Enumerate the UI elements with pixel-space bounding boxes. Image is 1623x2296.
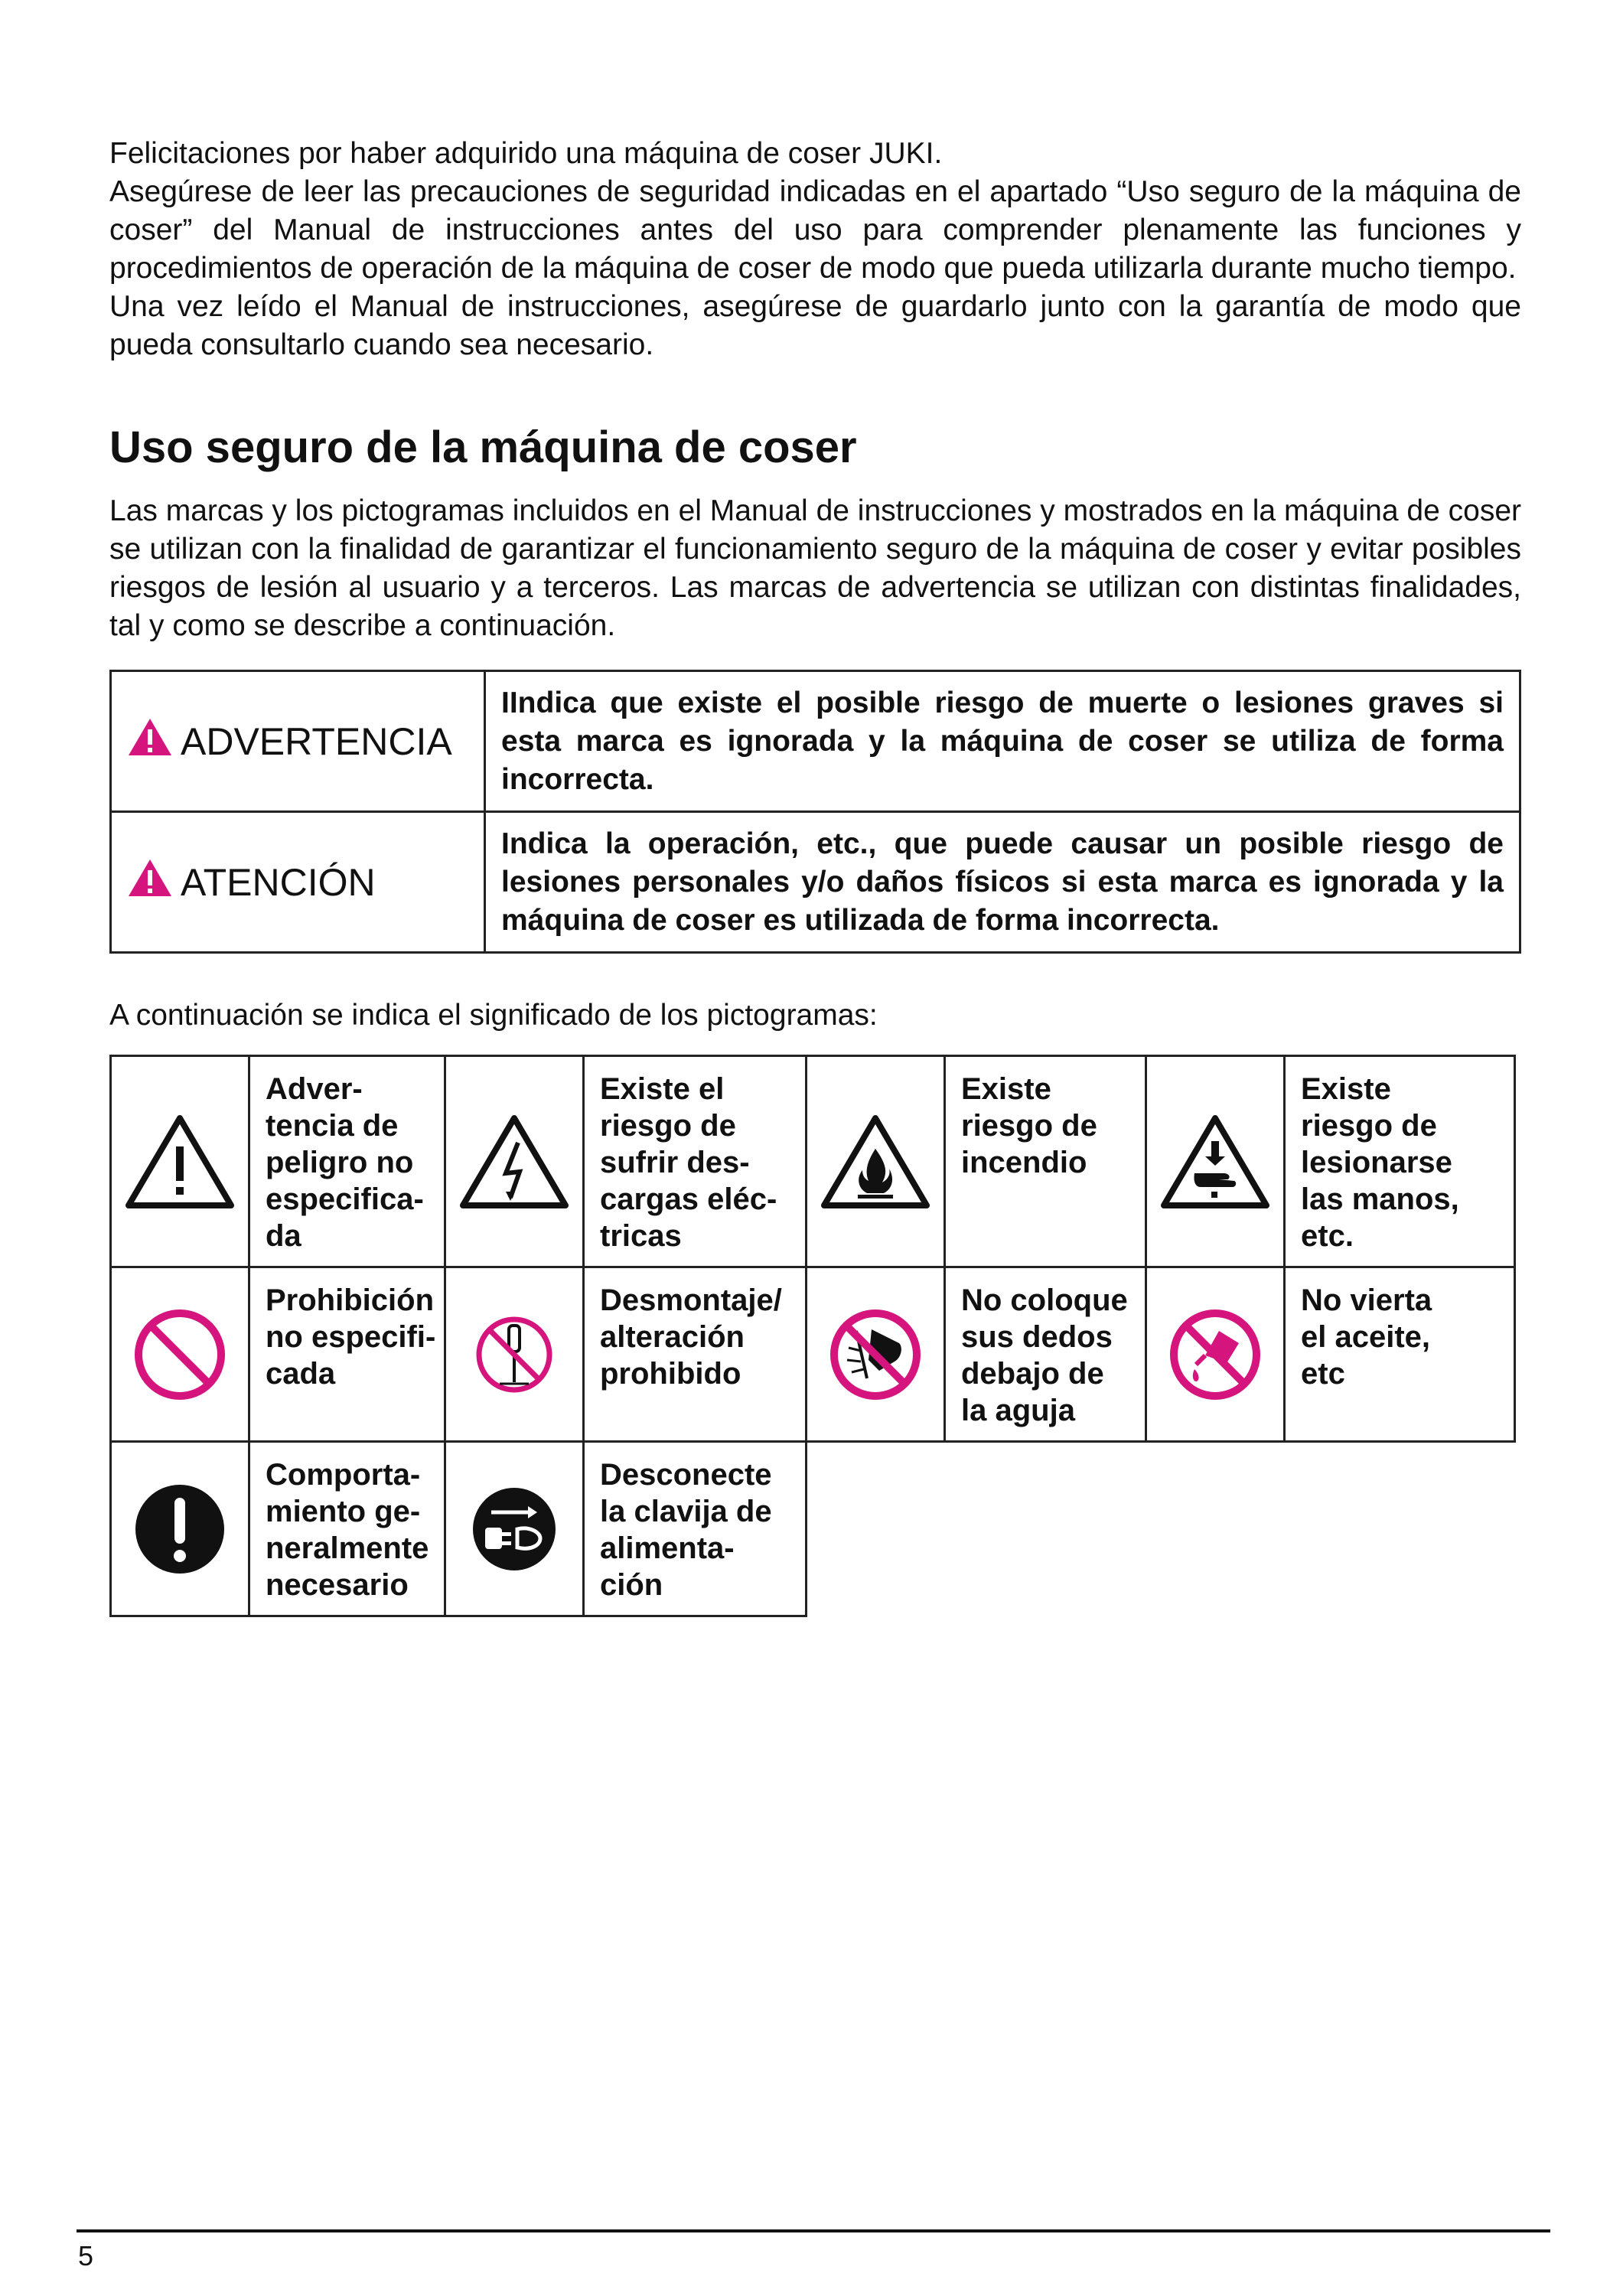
signal-word-cell bbox=[111, 671, 485, 812]
signal-word-cell bbox=[111, 812, 485, 953]
pictograms-intro: A continuación se indica el significado de los pictogramas: bbox=[109, 999, 878, 1032]
intro-paragraph-3: Una vez leído el Manual de instrucciones, asegúrese de guardarlo junto con la garantía de modo que pueda consultarlo cuando sea necesario. bbox=[109, 290, 1521, 361]
pictogram-row bbox=[111, 1442, 1515, 1616]
section-body: Las marcas y los pictogramas incluidos en el Manual de instrucciones y mostrados en la máquina de coser se utilizan con la finalidad de garantizar el funcionamiento seguro de la máquina de coser y evitar posibles riesgos de lesión al usuario y a terceros. Las marcas de advertencia se utilizan con distintas finalidades, tal y como se describe a continuación. bbox=[109, 494, 1521, 642]
no-oil-pouring-icon bbox=[1146, 1267, 1285, 1442]
signal-row-caution bbox=[111, 812, 1520, 953]
footer-rule bbox=[77, 2229, 1550, 2232]
pictogram-label: Desconecte la clavija de alimenta- ción bbox=[584, 1442, 807, 1616]
pictogram-label: Desmontaje/ alteración prohibido bbox=[584, 1267, 807, 1442]
pictogram-label: Comporta- miento ge- neralmente necesario bbox=[249, 1442, 445, 1616]
signal-row-warning bbox=[111, 671, 1520, 812]
hand-injury-icon bbox=[1146, 1056, 1285, 1267]
signal-description: Indica la operación, etc., que puede causar un posible riesgo de lesiones personales y/o daños físicos si esta marca es ignorada y la máquina de coser es utilizada de forma incorrecta. bbox=[485, 812, 1520, 953]
empty-cell bbox=[807, 1442, 1515, 1616]
pictogram-label: No vierta el aceite, etc bbox=[1285, 1267, 1515, 1442]
warning-triangle-icon bbox=[127, 717, 173, 766]
intro-paragraph-2: Asegúrese de leer las precauciones de seguridad indicadas en el apartado “Uso seguro de la máquina de coser” del Manual de instrucciones antes del uso para comprender plenamente las funciones y procedimientos de operación de la máquina de coser de modo que pueda utilizarla durante mucho tiempo. bbox=[109, 175, 1521, 285]
fire-hazard-icon bbox=[807, 1056, 945, 1267]
intro-text bbox=[109, 135, 1521, 364]
no-fingers-under-needle-icon bbox=[807, 1267, 945, 1442]
signal-words-table bbox=[109, 670, 1521, 954]
pictogram-label: Existe riesgo de lesionarse las manos, etc. bbox=[1285, 1056, 1515, 1267]
pictogram-label: Adver- tencia de peligro no especifica- da bbox=[249, 1056, 445, 1267]
signal-description: IIndica que existe el posible riesgo de muerte o lesiones graves si esta marca es ignorada y la máquina de coser se utiliza de forma incorrecta. bbox=[485, 671, 1520, 812]
signal-word: ATENCIÓN bbox=[181, 860, 376, 904]
pictograms-table bbox=[109, 1055, 1516, 1617]
mandatory-action-icon bbox=[111, 1442, 249, 1616]
pictogram-label: Existe riesgo de incendio bbox=[945, 1056, 1146, 1267]
pictogram-row bbox=[111, 1056, 1515, 1267]
section-title: Uso seguro de la máquina de coser bbox=[109, 422, 857, 472]
signal-word: ADVERTENCIA bbox=[181, 719, 452, 763]
prohibition-icon bbox=[111, 1267, 249, 1442]
pictogram-label: Prohibición no especifi- cada bbox=[249, 1267, 445, 1442]
electric-shock-icon bbox=[445, 1056, 584, 1267]
pictogram-label: No coloque sus dedos debajo de la aguja bbox=[945, 1267, 1146, 1442]
intro-paragraph-1: Felicitaciones por haber adquirido una máquina de coser JUKI. bbox=[109, 137, 943, 170]
warning-triangle-icon bbox=[127, 858, 173, 907]
page-number: 5 bbox=[78, 2240, 94, 2272]
no-disassembly-icon bbox=[445, 1267, 584, 1442]
pictogram-label: Existe el riesgo de sufrir des- cargas eléc- tricas bbox=[584, 1056, 807, 1267]
general-warning-icon bbox=[111, 1056, 249, 1267]
unplug-icon bbox=[445, 1442, 584, 1616]
pictogram-row bbox=[111, 1267, 1515, 1442]
